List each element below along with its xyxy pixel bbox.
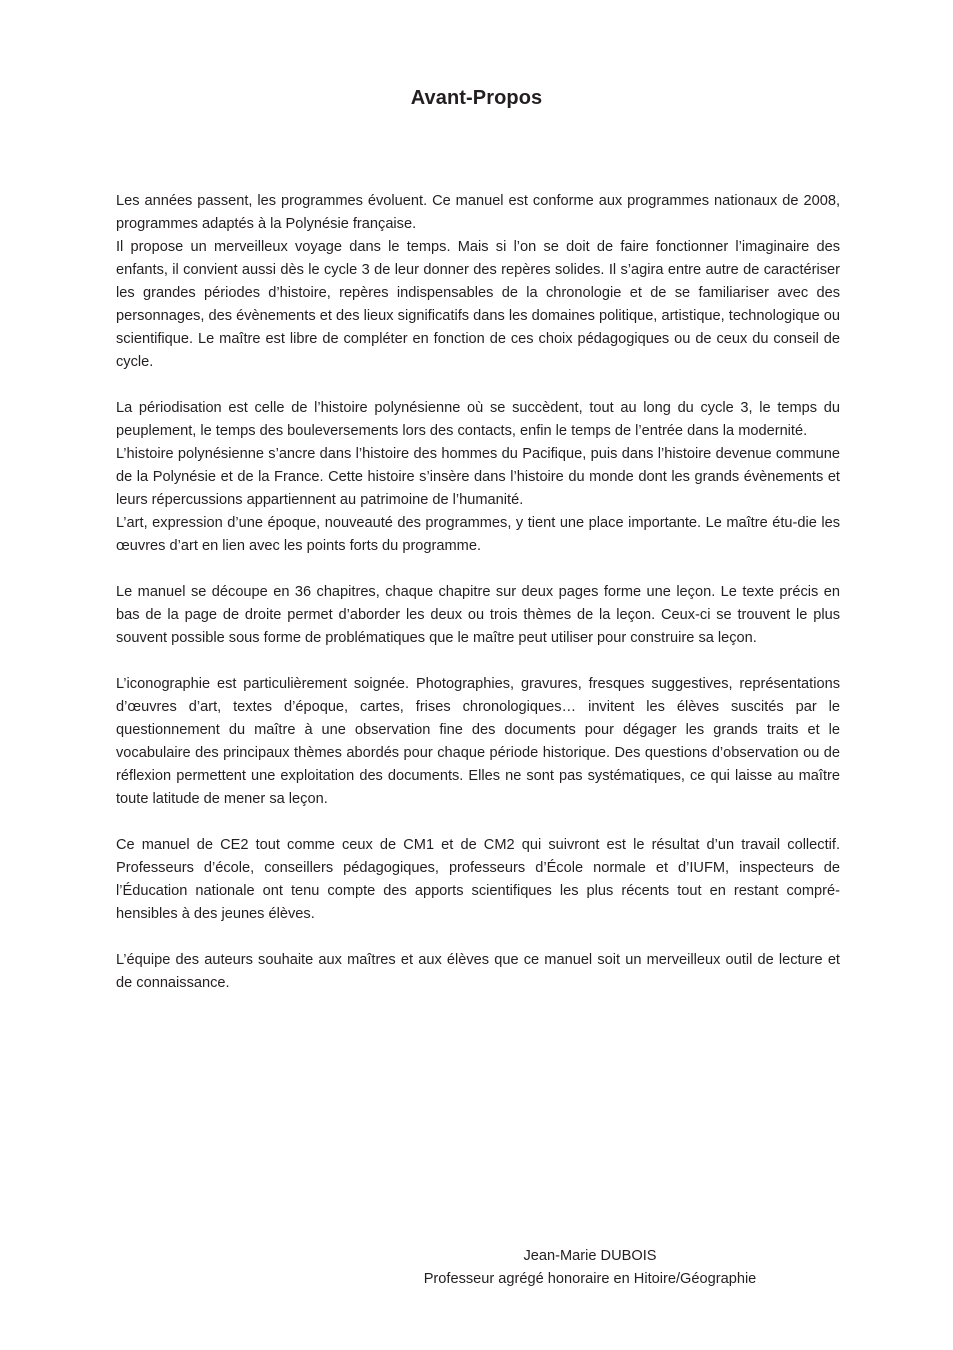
- paragraph-collectif: [116, 834, 840, 926]
- paragraph-line: L’iconographie est particulièrement soignée. Photographies, gravures, fresques suggestives, représentations d’œuvres d’art, textes d’époque, cartes, frises chronologiques… invitent les élèves suscités par le questionnement du maître à une observation fine des documents pour dégager les grands traits et le vocabulaire des principaux thèmes abordés pour chaque période historique. Des questions d’observation ou de réflexion permettent une exploitation des documents. Elles ne sont pas systématiques, ce qui laisse au maître toute latitude de mener sa leçon.: [116, 676, 840, 807]
- paragraph-programmes: [116, 190, 840, 374]
- paragraph-iconographie: [116, 673, 840, 811]
- page-title: Avant-Propos: [410, 87, 543, 109]
- paragraph-line: Le manuel se découpe en 36 chapitres, chaque chapitre sur deux pages forme une leçon. Le texte précis en bas de la page de droite permet d’aborder les deux ou trois thèmes de la leçon. Ceux-ci se trouvent le plus souvent possible sous forme de problématiques que le maître peut utiliser pour construire sa leçon.: [116, 584, 840, 646]
- foreword-body: [116, 190, 840, 1018]
- paragraph-line: L’histoire polynésienne s’ancre dans l’histoire des hommes du Pacifique, puis dans l’histoire devenue commune de la Polynésie et de la France. Cette histoire s’insère dans l’histoire du monde dont les grands évènements et leurs répercussions appartiennent au patrimoine de l’humanité.: [116, 446, 840, 508]
- paragraph-line: L’équipe des auteurs souhaite aux maîtres et aux élèves que ce manuel soit un merveilleux outil de lecture et de connaissance.: [116, 952, 840, 991]
- paragraph-line: Ce manuel de CE2 tout comme ceux de CM1 et de CM2 qui suivront est le résultat d’un travail collectif. Professeurs d’école, conseillers pédagogiques, professeurs d’École normale et d’IUFM, inspecteurs de l’Éducation nationale ont tenu compte des apports scientifiques les plus récents tout en restant compré-hensibles à des jeunes élèves.: [116, 837, 840, 922]
- paragraph-line: L’art, expression d’une époque, nouveauté des programmes, y tient une place importante. Le maître étu-die les œuvres d’art en lien avec les points forts du programme.: [116, 515, 840, 554]
- paragraph-souhait: [116, 949, 840, 995]
- author-role: Professeur agrégé honoraire en Hitoire/Géographie: [423, 1271, 757, 1287]
- paragraph-line: Les années passent, les programmes évoluent. Ce manuel est conforme aux programmes nationaux de 2008, programmes adaptés à la Polynésie française.: [116, 193, 840, 232]
- paragraph-line: Il propose un merveilleux voyage dans le temps. Mais si l’on se doit de faire fonctionner l’imaginaire des enfants, il convient aussi dès le cycle 3 de leur donner des repères solides. Il s’agira entre autre de caractériser les grandes périodes d’histoire, repères indispensables de la chronologie et de se familiariser avec des personnages, des évènements et des lieux significatifs dans les domaines politique, artistique, technologique ou scientifique. Le maître est libre de compléter en fonction de ces choix pédagogiques ou de ceux du conseil de cycle.: [116, 239, 840, 370]
- signature-block: [380, 1245, 800, 1291]
- author-name: Jean-Marie DUBOIS: [523, 1248, 657, 1264]
- paragraph-line: La périodisation est celle de l’histoire polynésienne où se succèdent, tout au long du cycle 3, le temps du peuplement, le temps des bouleversements lors des contacts, enfin le temps de l’entrée dans la modernité.: [116, 400, 840, 439]
- paragraph-periodisation: [116, 397, 840, 558]
- paragraph-structure: [116, 581, 840, 650]
